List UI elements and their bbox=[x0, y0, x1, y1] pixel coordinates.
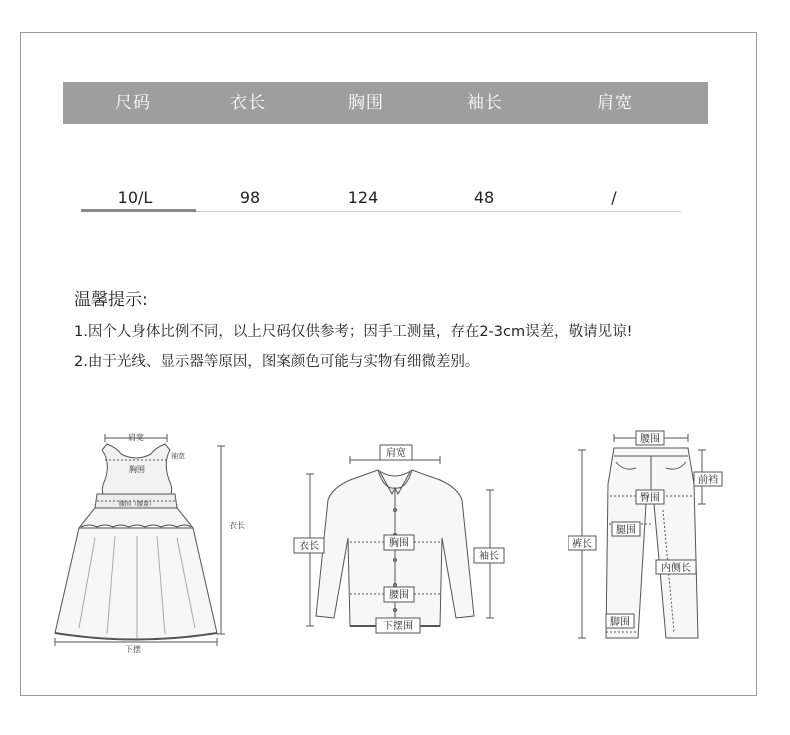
row-accent bbox=[81, 209, 196, 212]
pants-hip-label: 臀围 bbox=[640, 493, 660, 504]
header-sleeve: 袖长 bbox=[467, 93, 503, 113]
pants-leg-opening-label: 脚围 bbox=[610, 617, 630, 628]
cell-sleeve: 48 bbox=[473, 188, 495, 207]
shirt-length-label: 衣长 bbox=[299, 541, 319, 552]
header-chest: 胸围 bbox=[348, 93, 384, 113]
pants-inseam-label: 内侧长 bbox=[661, 563, 691, 574]
dress-length-label: 衣长 bbox=[229, 521, 245, 530]
tips-title: 温馨提示: bbox=[74, 290, 148, 310]
pants-diagram bbox=[568, 428, 728, 653]
tip-line-1: 1.因个人身体比例不同，以上尺码仅供参考；因手工测量，存在2-3cm误差，敬请见谅! bbox=[74, 324, 633, 340]
dress-waist-label: 腰围（腰量） bbox=[118, 501, 156, 508]
pants-thigh-label: 腿围 bbox=[616, 525, 636, 536]
dress-hem-label: 下摆 bbox=[125, 645, 141, 653]
dress-sleeve-label: 袖宽 bbox=[171, 452, 185, 460]
shirt-diagram bbox=[288, 440, 518, 635]
size-table-header bbox=[63, 82, 708, 124]
cell-length: 98 bbox=[239, 188, 261, 207]
shirt-waist-label: 腰围 bbox=[389, 590, 409, 601]
cell-size: 10/L bbox=[117, 188, 153, 207]
header-shoulder: 肩宽 bbox=[597, 93, 633, 113]
pants-length-label: 裤长 bbox=[572, 539, 592, 550]
shirt-chest-label: 胸围 bbox=[389, 538, 409, 549]
cell-chest: 124 bbox=[347, 188, 379, 207]
cell-shoulder: / bbox=[611, 188, 617, 207]
pants-rise-label: 前裆 bbox=[698, 475, 718, 486]
header-size: 尺码 bbox=[115, 93, 151, 113]
tip-line-2: 2.由于光线、显示器等原因，图案颜色可能与实物有细微差别。 bbox=[74, 354, 480, 370]
dress-chest-label: 胸围 bbox=[129, 465, 145, 474]
header-length: 衣长 bbox=[230, 93, 266, 113]
pants-waist-label: 腰围 bbox=[640, 434, 660, 445]
shirt-hem-label: 下摆围 bbox=[383, 621, 413, 632]
shirt-shoulder-label: 肩宽 bbox=[386, 448, 406, 459]
dress-diagram bbox=[45, 428, 245, 653]
shirt-sleeve-label: 袖长 bbox=[479, 551, 499, 562]
dress-shoulder-label: 肩宽 bbox=[128, 433, 144, 442]
